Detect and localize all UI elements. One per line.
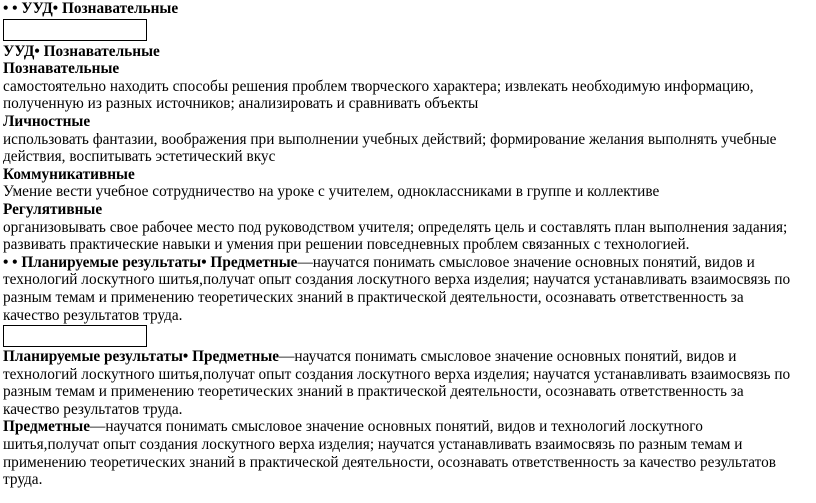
subject-text-line: применению теоретических знаний в практической деятельности, осознавать ответственность за качество результатов — [3, 453, 776, 471]
regulatory-title: Регулятивные — [3, 200, 103, 218]
subject-lead: Предметные — [3, 418, 91, 436]
results-bullet-lead: • • Планируемые результаты• Предметные — [3, 253, 298, 271]
document-page — [3, 0, 813, 489]
results-bullet-text-line: качество результатов труда. — [3, 306, 183, 324]
regulatory-text-line: развивать практические навыки и умения при решении повседневных проблем связанных с технологией. — [3, 236, 690, 254]
uud-header: УУД• Познавательные — [3, 42, 160, 60]
subject-first-line — [3, 418, 813, 436]
communicative-title: Коммуникативные — [3, 165, 135, 183]
subject-text-line: шитья,получат опыт создания лоскутного верха изделия; научатся устанавливать взаимосвязь по разным темам и — [3, 436, 743, 454]
results-bullet-rest: —научатся понимать смысловое значение основных понятий, видов и — [297, 253, 755, 271]
personal-text-line: действия, воспитывать эстетический вкус — [3, 148, 276, 166]
results-bullet-first-line — [3, 254, 813, 272]
results-plain-rest: —научатся понимать смысловое значение основных понятий, видов и — [279, 348, 737, 366]
regulatory-text-line: организовывать свое рабочее место под руководством учителя; определять цель и составлять план выполнения задания; — [3, 218, 788, 236]
results-plain-text-line: разным темам и применению теоретических знаний в практической деятельности, осознавать ответственность за — [3, 383, 744, 401]
communicative-text-line: Умение вести учебное сотрудничество на уроке с учителем, одноклассниками в группе и коллективе — [3, 183, 660, 201]
results-bullet-text-line: технологий лоскутного шитья,получат опыт создания лоскутного верха изделия; научатся устанавливать взаимосвязь по — [3, 271, 791, 289]
head-line: • • УУД• Познавательные — [3, 0, 179, 17]
subject-text-line: труда. — [3, 471, 43, 489]
cognitive-title: Познавательные — [3, 60, 120, 78]
results-plain-first-line — [3, 348, 813, 366]
cognitive-text-line: полученную из разных источников; анализировать и сравнивать объекты — [3, 95, 479, 113]
empty-image-placeholder — [3, 19, 147, 41]
results-plain-text-line: качество результатов труда. — [3, 400, 183, 418]
personal-title: Личностные — [3, 112, 91, 130]
cognitive-text-line: самостоятельно находить способы решения проблем творческого характера; извлекать необходимую информацию, — [3, 77, 754, 95]
results-plain-text-line: технологий лоскутного шитья,получат опыт создания лоскутного верха изделия; научатся устанавливать взаимосвязь по — [3, 365, 791, 383]
results-plain-lead: Планируемые результаты• Предметные — [3, 348, 280, 366]
empty-image-placeholder — [3, 325, 147, 347]
results-bullet-text-line: разным темам и применению теоретических знаний в практической деятельности, осознавать ответственность за — [3, 288, 744, 306]
subject-rest: —научатся понимать смысловое значение основных понятий, видов и технологий лоскутного — [90, 418, 703, 436]
personal-text-line: использовать фантазии, воображения при выполнении учебных действий; формирование желания выполнять учебные — [3, 130, 777, 148]
